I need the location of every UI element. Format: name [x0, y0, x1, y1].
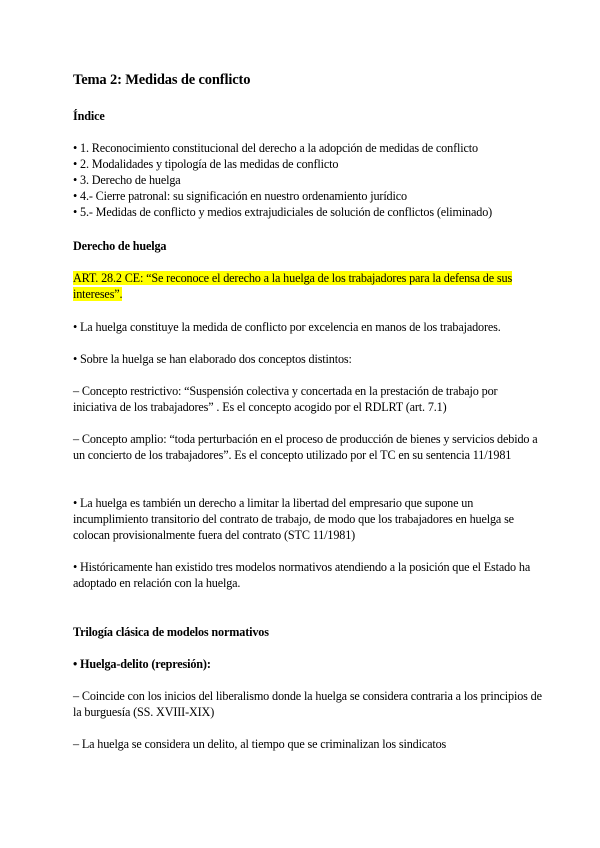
- paragraph: – La huelga se considera un delito, al tiempo que se criminalizan los sindicatos: [73, 737, 447, 751]
- paragraph: – Concepto amplio: “toda perturbación en el proceso de producción de bienes y servicios debido a un concierto de los trabajadores”. Es el concepto utilizado por el TC en su sentencia 11/1981: [73, 432, 538, 462]
- highlighted-article-text: ART. 28.2 CE: “Se reconoce el derecho a la huelga de los trabajadores para la defensa de sus intereses”.: [73, 271, 513, 301]
- index-item: • 4.- Cierre patronal: su significación en nuestro ordenamiento jurídico: [73, 189, 407, 203]
- article-quote: [73, 270, 543, 302]
- paragraph: • Sobre la huelga se han elaborado dos conceptos distintos:: [73, 352, 352, 366]
- trilogy-section-heading: Trilogía clásica de modelos normativos: [73, 625, 269, 639]
- paragraph: – Concepto restrictivo: “Suspensión colectiva y concertada en la prestación de trabajo por iniciativa de los trabajadores” . Es el concepto acogido por el RDLRT (art. 7.1): [73, 384, 498, 414]
- document-title: Tema 2: Medidas de conflicto: [73, 72, 251, 88]
- strike-section-heading: Derecho de huelga: [73, 239, 167, 253]
- index-heading: Índice: [73, 109, 105, 123]
- index-list: [73, 140, 543, 220]
- index-item: • 1. Reconocimiento constitucional del derecho a la adopción de medidas de conflicto: [73, 141, 478, 155]
- index-item: • 2. Modalidades y tipología de las medidas de conflicto: [73, 157, 339, 171]
- index-item: • 3. Derecho de huelga: [73, 173, 181, 187]
- paragraph: • La huelga es también un derecho a limitar la libertad del empresario que supone un incumplimiento transitorio del contrato de trabajo, de modo que los trabajadores en huelga se colocan provisionalmente fuera del contrato (STC 11/1981): [73, 496, 514, 542]
- paragraph: – Coincide con los inicios del liberalismo donde la huelga se considera contraria a los principios de la burguesía (SS. XVIII-XIX): [73, 689, 542, 719]
- index-item: • 5.- Medidas de conflicto y medios extrajudiciales de solución de conflictos (eliminado): [73, 205, 493, 219]
- paragraph: • Históricamente han existido tres modelos normativos atendiendo a la posición que el Estado ha adoptado en relación con la huelga.: [73, 560, 531, 590]
- trilogy-subheading: • Huelga-delito (represión):: [73, 657, 211, 671]
- paragraph: • La huelga constituye la medida de conflicto por excelencia en manos de los trabajadores.: [73, 320, 501, 334]
